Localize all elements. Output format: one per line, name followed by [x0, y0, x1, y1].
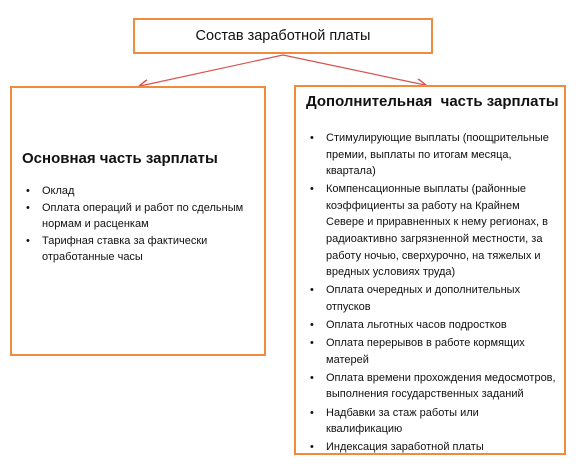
arrow-to-additional-part — [283, 55, 425, 85]
list-item: • Компенсационные выплаты (районные коэффициенты за работу на Крайнем Севере и приравненных к нему регионах, в радиоактивно загрязненной местности, за работу ночью, сверхурочно, на тяжелых и вредных условиях труда) — [306, 181, 558, 281]
salary-composition-box — [133, 18, 433, 54]
main-part-list — [22, 183, 258, 266]
list-item: • Оплата льготных часов подростков — [306, 317, 558, 334]
salary-composition-title: Состав заработной платы — [195, 28, 371, 44]
main-part-heading: Основная часть зарплаты — [22, 150, 218, 167]
list-item: • Оплата очередных и дополнительных отпусков — [306, 282, 558, 315]
list-item: • Оплата операций и работ по сдельным нормам и расценкам — [22, 200, 258, 233]
additional-part-heading: Дополнительная часть зарплаты — [306, 93, 559, 110]
additional-part-list — [306, 130, 558, 457]
list-item: • Индексация заработной платы — [306, 439, 558, 456]
list-item: • Стимулирующие выплаты (поощрительные премии, выплаты по итогам месяца, квартала) — [306, 130, 558, 180]
arrow-to-main-part — [140, 55, 283, 86]
list-item: • Оплата времени прохождения медосмотров, выполнения государственных заданий — [306, 370, 558, 403]
list-item: • Оклад — [22, 183, 258, 200]
list-item: • Тарифная ставка за фактически отработанные часы — [22, 233, 258, 266]
main-part-box — [10, 86, 266, 356]
list-item: • Надбавки за стаж работы или квалификацию — [306, 405, 558, 438]
list-item: • Оплата перерывов в работе кормящих матерей — [306, 335, 558, 368]
additional-part-box — [294, 85, 566, 455]
